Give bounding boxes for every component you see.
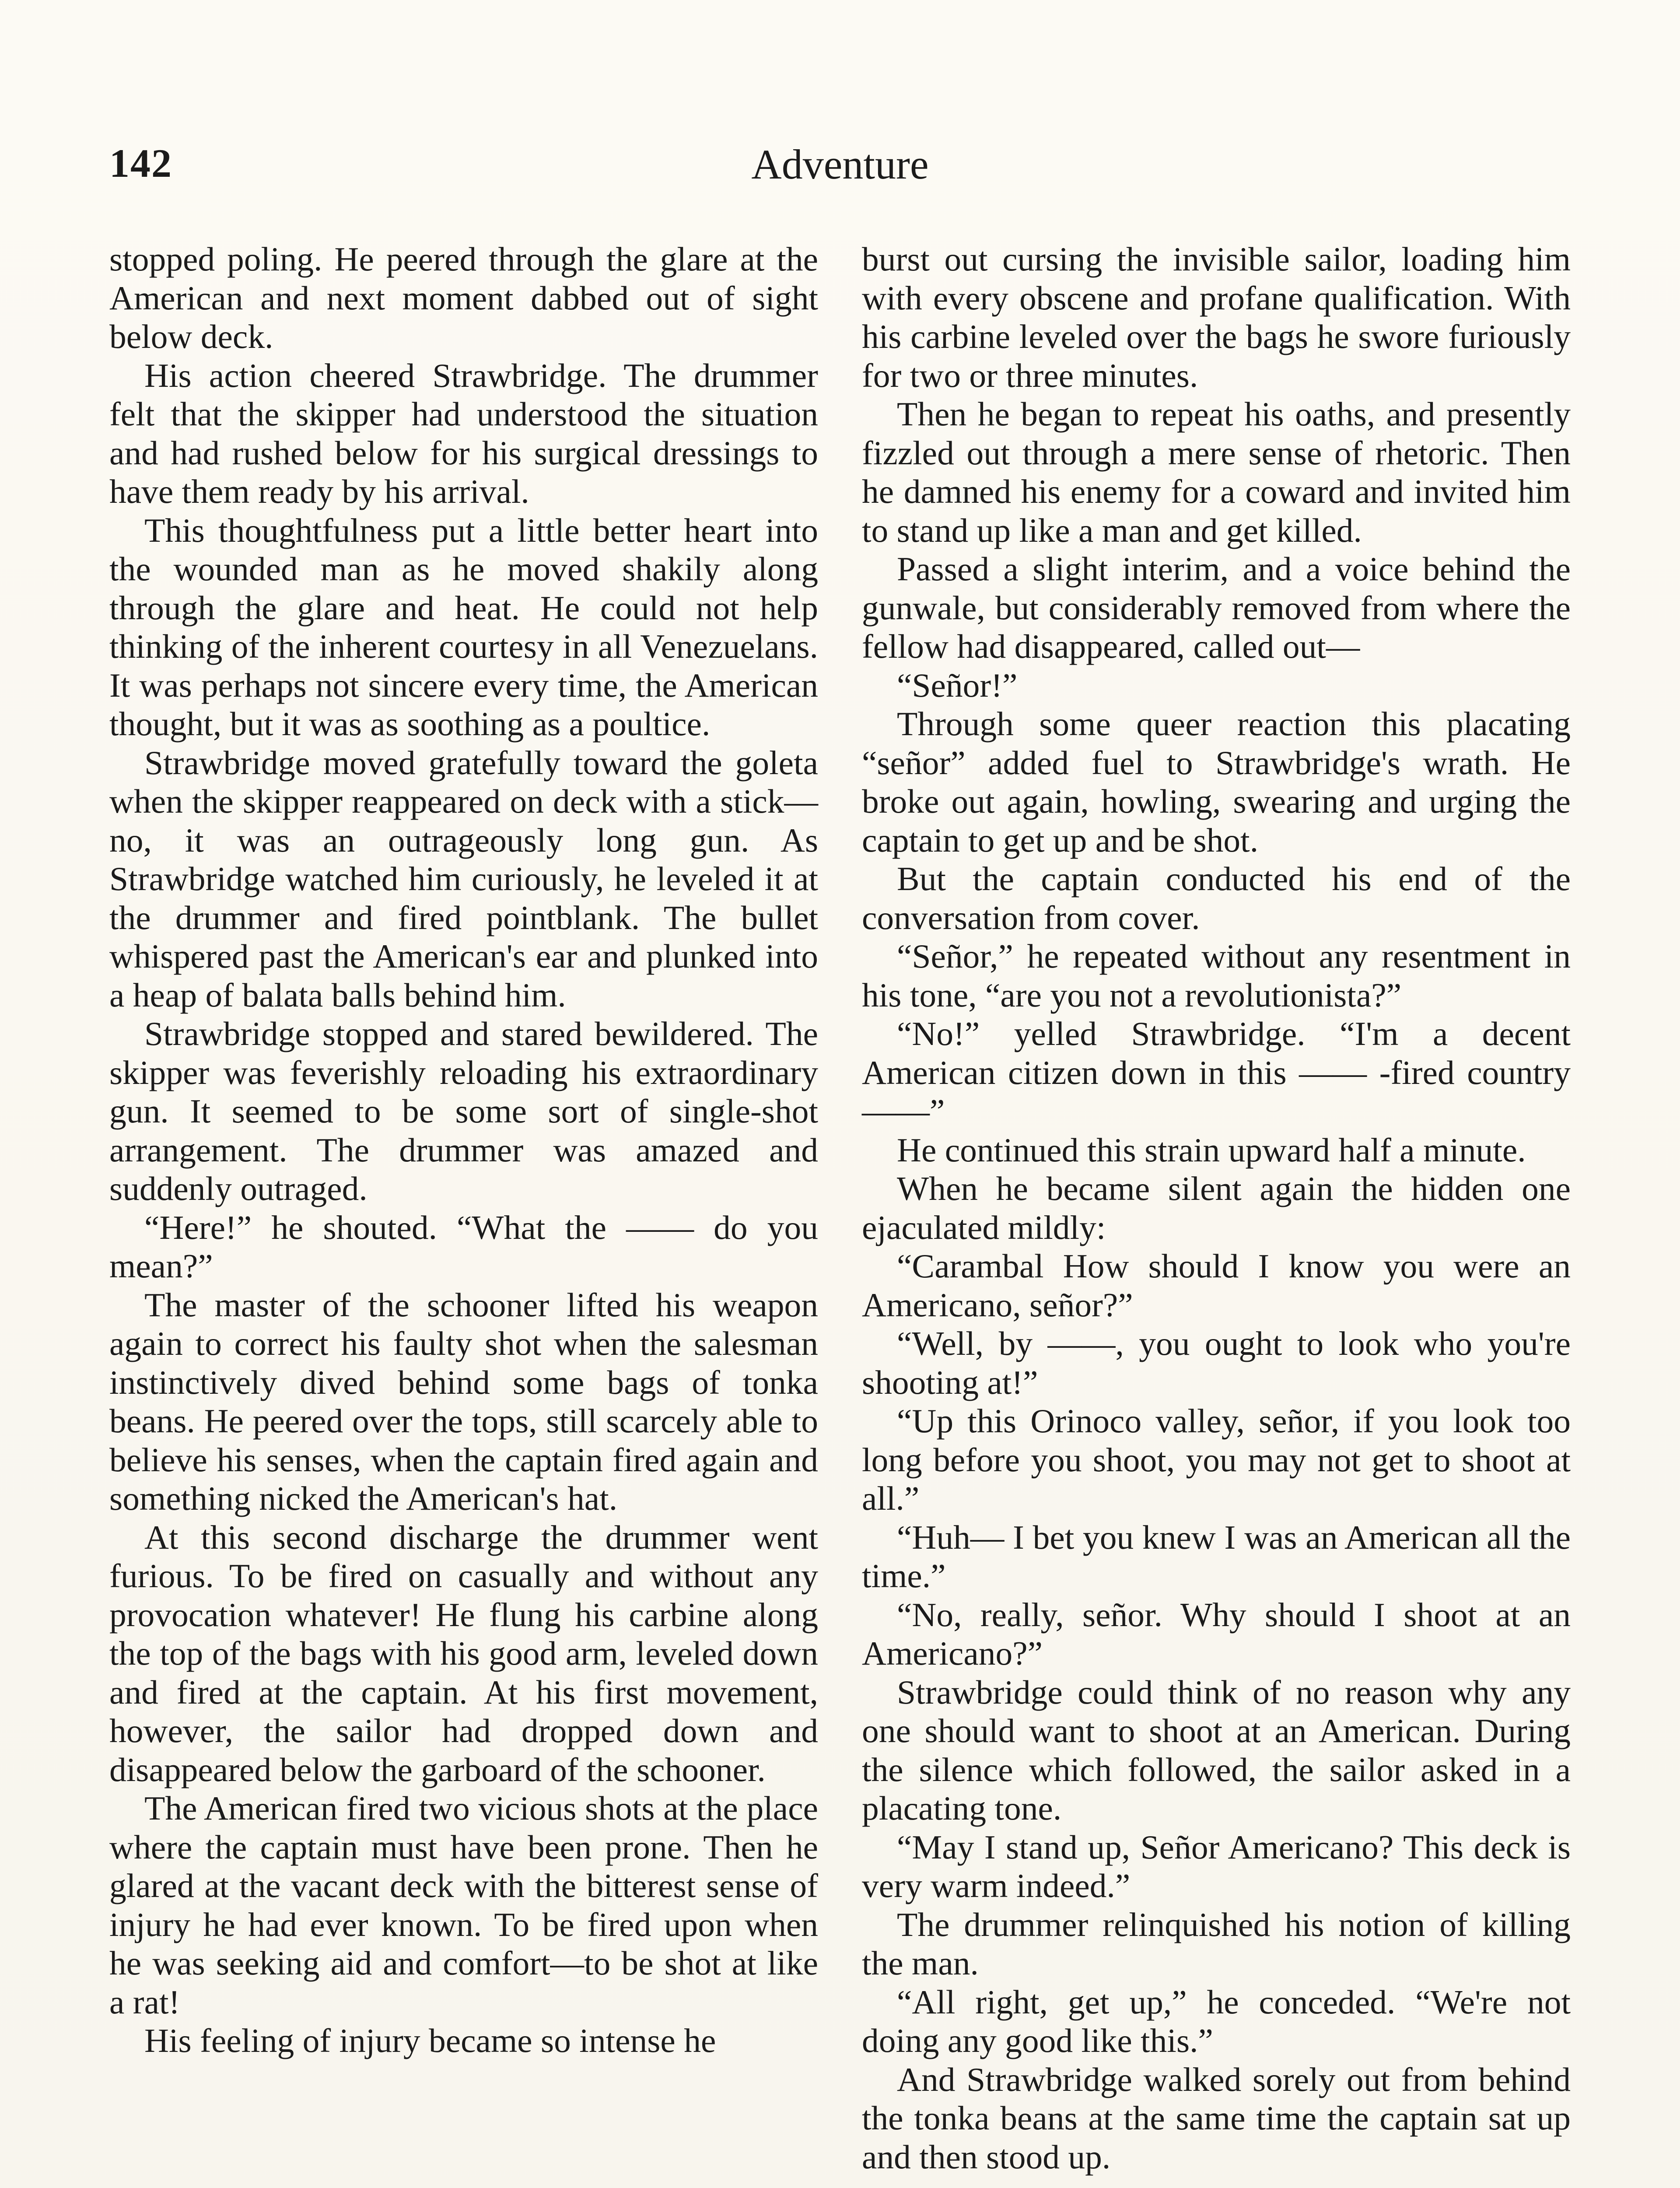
text-column-left [109,240,818,2060]
paragraph: “Señor,” he repeated without any resentment in his tone, “are you not a revolutionista?” [862,937,1571,1014]
paragraph: “Up this Orinoco valley, señor, if you look too long before you shoot, you may not get to shoot at all.” [862,1402,1571,1517]
paragraph: And Strawbridge walked sorely out from behind the tonka beans at the same time the captain sat up and then stood up. [862,2060,1571,2176]
paragraph: Then he began to repeat his oaths, and presently fizzled out through a mere sense of rhetoric. Then he damned his enemy for a coward and invited him to stand up like a man and get killed. [862,395,1571,549]
paragraph: “All right, get up,” he conceded. “We're not doing any good like this.” [862,1983,1571,2059]
paragraph: The American fired two vicious shots at the place where the captain must have been prone. Then he glared at the vacant deck with the bitterest sense of injury he had ever known. To be fired upon when he was seeking aid and comfort—to be shot at like a rat! [109,1789,818,2021]
paragraph: Strawbridge moved gratefully toward the goleta when the skipper reappeared on deck with a stick—no, it was an outrageously long gun. As Strawbridge watched him curiously, he leveled it at the drummer and fired pointblank. The bullet whispered past the American's ear and plunked into a heap of balata balls behind him. [109,743,818,1014]
paragraph: His feeling of injury became so intense he [144,2022,716,2059]
paragraph: At this second discharge the drummer went furious. To be fired on casually and without any provocation whatever! He flung his carbine along the top of the bags with his good arm, leveled down and fired at the captain. At his first movement, however, the sailor had dropped down and disappeared below the garboard of the schooner. [109,1518,818,1788]
paragraph: The drummer relinquished his notion of killing the man. [862,1905,1571,1982]
paragraph: “Huh— I bet you knew I was an American all the time.” [862,1518,1571,1595]
paragraph: stopped poling. He peered through the glare at the American and next moment dabbed out of sight below deck. [109,240,818,355]
paragraph: “No, really, señor. Why should I shoot at an Americano?” [862,1595,1571,1672]
paragraph: Passed a slight interim, and a voice behind the gunwale, but considerably removed from where the fellow had disappeared, called out— [862,550,1571,665]
paragraph: The master of the schooner lifted his weapon again to correct his faulty shot when the salesman instinctively dived behind some bags of tonka beans. He peered over the tops, still scarcely able to believe his senses, when the captain fired again and something nicked the American's hat. [109,1286,818,1517]
page-header [109,140,1571,197]
paragraph: “Carambal How should I know you were an Americano, señor?” [862,1247,1571,1324]
paragraph: His action cheered Strawbridge. The drummer felt that the skipper had understood the situation and had rushed below for his surgical dressings to have them ready by his arrival. [109,356,818,510]
paragraph: “May I stand up, Señor Americano? This deck is very warm indeed.” [862,1828,1571,1904]
paragraph: Strawbridge stopped and stared bewildered. The skipper was feverishly reloading his extraordinary gun. It seemed to be some sort of single-shot arrangement. The drummer was amazed and suddenly outraged. [109,1015,818,1207]
page-number: 142 [109,141,172,186]
paragraph: He continued this strain upward half a minute. [897,1131,1526,1169]
paragraph: burst out cursing the invisible sailor, loading him with every obscene and profane qualification. With his carbine leveled over the bags he swore furiously for two or three minutes. [862,240,1571,394]
paragraph: Strawbridge could think of no reason why any one should want to shoot at an American. During the silence which followed, the sailor asked in a placating tone. [862,1673,1571,1827]
running-head-title: Adventure [751,141,929,188]
paragraph: “Well, by ——, you ought to look who you're shooting at!” [862,1325,1571,1401]
paragraph: Through some queer reaction this placating “señor” added fuel to Strawbridge's wrath. He broke out again, howling, swearing and urging the captain to get up and be shot. [862,705,1571,859]
paragraph: This thoughtfulness put a little better heart into the wounded man as he moved shakily along through the glare and heat. He could not help thinking of the inherent courtesy in all Venezuelans. It was perhaps not sincere every time, the American thought, but it was as soothing as a poultice. [109,511,818,743]
paragraph: “No!” yelled Strawbridge. “I'm a decent American citizen down in this —— -fired country——” [862,1015,1571,1130]
paragraph: “Here!” he shouted. “What the —— do you mean?” [109,1208,818,1285]
text-column-right [862,240,1571,2176]
paragraph: When he became silent again the hidden one ejaculated mildly: [862,1170,1571,1246]
paragraph: “Señor!” [897,666,1018,704]
paragraph: But the captain conducted his end of the conversation from cover. [862,860,1571,936]
